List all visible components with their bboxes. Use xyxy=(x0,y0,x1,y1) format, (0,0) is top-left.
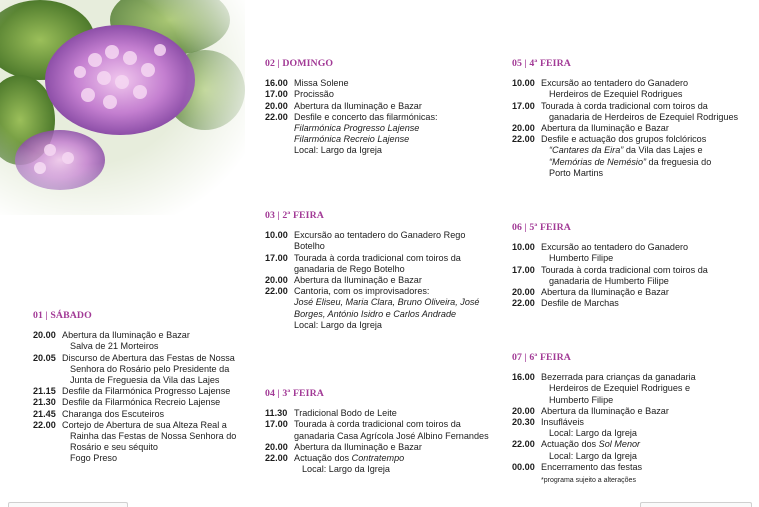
event-item: 20.00 Abertura da Iluminação e Bazar xyxy=(265,100,422,111)
event-item: 17.00 Tourada à corda tradicional com toiros da ganadaria de Humberto Filipe xyxy=(512,264,708,286)
program-note: *programa sujeito a alterações xyxy=(541,477,636,485)
day-column-01 xyxy=(33,310,253,465)
event-item: 22.00 Desfile de Marchas xyxy=(512,298,619,309)
day-block-06 xyxy=(512,222,752,309)
day-heading-03: 03 | 2ª FEIRA xyxy=(265,210,324,221)
event-item: 22.00 Actuação dos Contratempo Local: Largo da Igreja xyxy=(265,453,405,475)
event-item: 16.00 Missa Solene xyxy=(265,78,349,89)
event-item: 16.00 Bezerrada para crianças da ganadaria Herdeiros de Ezequiel Rodrigues e Humberto Filipe xyxy=(512,372,696,405)
event-item: 22.00 Actuação dos Sol Menor Local: Largo da Igreja xyxy=(512,439,641,461)
day-block-04 xyxy=(265,388,505,475)
event-item: 11.30 Tradicional Bodo de Leite xyxy=(265,408,397,419)
event-item: 17.00 Tourada à corda tradicional com toiros da ganadaria Casa Agrícola José Albino Fernandes xyxy=(265,419,489,441)
event-item: 21.15 Desfile da Filarmónica Progresso Lajense xyxy=(33,386,231,397)
event-item: 20.00 Abertura da Iluminação e Bazar xyxy=(512,123,669,134)
day-heading-02: 02 | DOMINGO xyxy=(265,58,334,69)
day-heading-01: 01 | SÁBADO xyxy=(33,310,92,321)
day-block-05 xyxy=(512,58,752,179)
event-item: 10.00 Excursão ao tentadero do Ganadero Humberto Filipe xyxy=(512,242,689,264)
event-item: 21.30 Desfile da Filarmónica Recreio Lajense xyxy=(33,397,221,408)
day-block-07 xyxy=(512,352,752,485)
event-item: 22.00 Cantoria, com os improvisadores: José Eliseu, Maria Clara, Bruno Oliveira, José Borges, António Isidro e Carlos Andrade Local: Largo da Igreja xyxy=(265,286,480,330)
event-item: 20.00 Abertura da Iluminação e Bazar xyxy=(512,287,669,298)
event-list xyxy=(33,330,253,464)
day-heading-07: 07 | 6ª FEIRA xyxy=(512,352,571,363)
day-heading-04: 04 | 3ª FEIRA xyxy=(265,388,324,399)
event-item: 21.45 Charanga dos Escuteiros xyxy=(33,408,165,419)
event-item: 10.00 Excursão ao tentadero do Ganadero Rego Botelho xyxy=(265,230,466,252)
event-item: 20.05 Discurso de Abertura das Festas de Nossa Senhora do Rosário pelo Presidente da Junta de Freguesia da Vila das Lajes xyxy=(33,352,235,386)
event-item: 20.00 Abertura da Iluminação e Bazar Salva de 21 Morteiros xyxy=(33,330,190,352)
event-item: 17.00 Procissão xyxy=(265,89,334,100)
day-block-02 xyxy=(265,58,500,157)
event-item: 17.00 Tourada à corda tradicional com toiros da ganadaria de Herdeiros de Ezequiel Rodrigues xyxy=(512,100,739,122)
event-item: 20.00 Abertura da Iluminação e Bazar xyxy=(512,405,669,416)
event-item: 20.00 Abertura da Iluminação e Bazar xyxy=(265,275,422,286)
day-column-middle xyxy=(265,58,500,475)
day-block-03 xyxy=(265,210,500,331)
event-item: 22.00 Desfile e concerto das filarmónicas: Filarmónica Progresso Lajense Filarmónica Recreio Lajense Local: Largo da Igreja xyxy=(265,111,438,156)
event-item: 22.00 Cortejo de Abertura de sua Alteza Real a Rainha das Festas de Nossa Senhora do Rosário e seu séquito Fogo Preso xyxy=(33,419,237,464)
day-column-right xyxy=(512,58,752,485)
event-item: 10.00 Excursão ao tentadero do Ganadero Herdeiros de Ezequiel Rodrigues xyxy=(512,78,689,100)
event-item: 20.00 Abertura da Iluminação e Bazar xyxy=(265,441,422,452)
event-item: 22.00 Desfile e actuação dos grupos folclóricos “Cantares da Eira” da Vila das Lajes e “Memórias de Nemésio” da freguesia do Porto Martins xyxy=(512,134,712,178)
day-heading-05: 05 | 4ª FEIRA xyxy=(512,58,571,69)
hydrangea-flower-image xyxy=(0,0,245,215)
event-item: 00.00 Encerramento das festas xyxy=(512,461,643,472)
page-tab-right xyxy=(640,502,752,507)
day-heading-06: 06 | 5ª FEIRA xyxy=(512,222,571,233)
page-tab-left xyxy=(8,502,128,507)
event-item: 17.00 Tourada à corda tradicional com toiros da ganadaria de Rego Botelho xyxy=(265,252,461,274)
event-item: 20.30 Insufláveis Local: Largo da Igreja xyxy=(512,417,637,439)
